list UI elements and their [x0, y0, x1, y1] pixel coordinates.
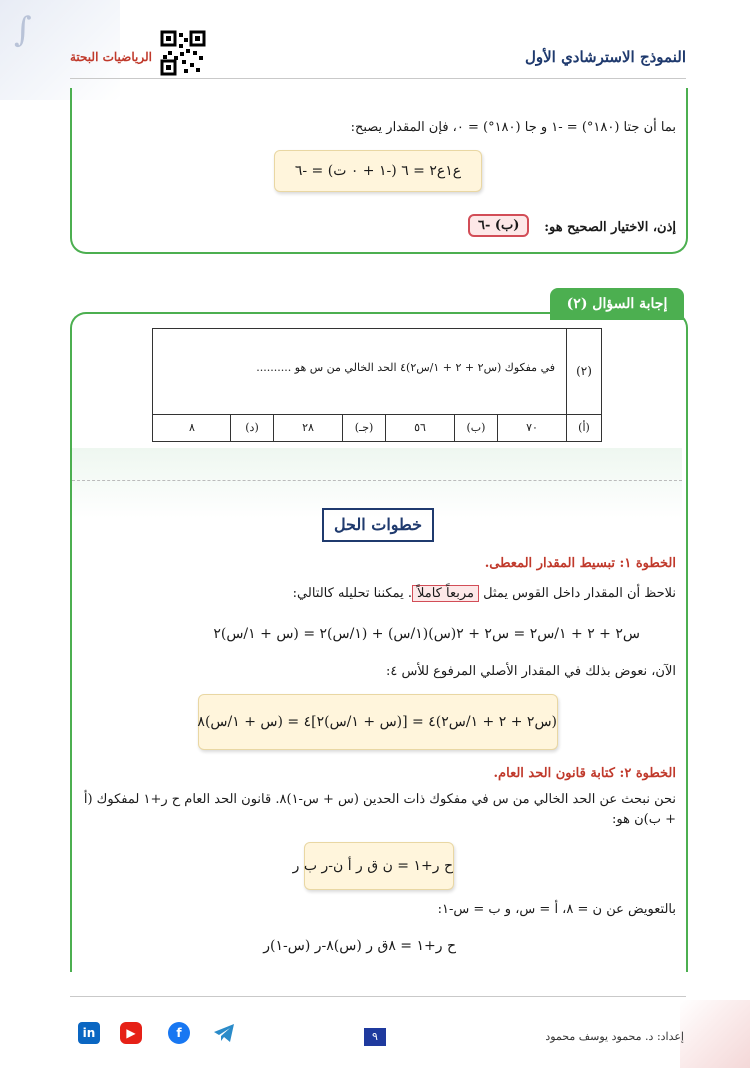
- step2-text-b: بالتعويض عن ن = ٨، أ = س، و ب = س-١:: [437, 902, 676, 917]
- page-number: ٩: [364, 1028, 386, 1046]
- author-credit: إعداد: د. محمود يوسف محمود: [545, 1030, 684, 1043]
- step2-title: الخطوة ٢: كتابة قانون الحد العام.: [493, 766, 676, 781]
- equation-4: ح ر+١ = ٨ق ر (س)٨-ر (س-١)ر: [263, 938, 456, 954]
- option-value-d[interactable]: ٨: [189, 421, 195, 434]
- option-value-c[interactable]: ٢٨: [273, 415, 342, 441]
- step1-text-a: نلاحظ أن المقدار داخل القوس يمثل: [483, 586, 676, 601]
- question-tab-label: إجابة السؤال (٢): [567, 288, 668, 320]
- facebook-icon[interactable]: f: [168, 1022, 190, 1044]
- section-divider: [72, 480, 682, 481]
- header-divider: [70, 78, 686, 79]
- equation-3: ح ر+١ = ن ق ر أ ن-ر ب ر: [304, 842, 454, 890]
- step1-text-b: . يمكننا تحليله كالتالي:: [292, 586, 412, 601]
- option-label-c: (جـ): [342, 415, 385, 441]
- integral-icon: ∫: [14, 10, 32, 50]
- option-label-b: (ب): [454, 415, 497, 441]
- page-header-title: النموذج الاسترشادي الأول: [524, 48, 686, 66]
- qr-code-icon[interactable]: [160, 30, 206, 76]
- option-value-b[interactable]: ٥٦: [385, 415, 454, 441]
- subject-label: الرياضيات البحتة: [70, 50, 152, 64]
- step1-title: الخطوة ١: تبسيط المقدار المعطى.: [484, 556, 676, 571]
- step1-text: [293, 586, 676, 601]
- footer-divider: [70, 996, 686, 997]
- telegram-icon[interactable]: [212, 1022, 236, 1044]
- question-row: [153, 329, 601, 415]
- step1-text-c: الآن، نعوض بذلك في المقدار الأصلي المرفوع للأس ٤:: [385, 664, 676, 679]
- previous-line: بما أن جتا (١٨٠°) = -١ و جا (١٨٠°) = ٠، فإن المقدار يصبح:: [350, 120, 676, 135]
- step2-text: نحن نبحث عن الحد الخالي من س في مفكوك ذات الحدين (س + س-١)٨. قانون الحد العام ح ر+١ لمفكوك (أ + ب)ن هو:: [83, 792, 676, 827]
- question-table: [152, 328, 602, 442]
- perfect-square-highlight: مربعاً كاملاً: [412, 585, 479, 602]
- previous-formula: ع١ع٢ = ٦ (-١ + ٠ ت) = -٦: [274, 150, 482, 192]
- equation-1: س٢ + ٢ + ١/س٢ = س٢ + ٢(س)(١/س) + (١/س)٢ = (س + ١/س)٢: [213, 626, 640, 642]
- youtube-icon[interactable]: ▶: [120, 1022, 142, 1044]
- linkedin-icon[interactable]: in: [78, 1022, 100, 1044]
- question-tab: [550, 288, 684, 320]
- correct-answer-badge: (ب) -٦: [468, 214, 529, 237]
- corner-decoration-bottom: [680, 1000, 750, 1068]
- conclusion-text: إذن، الاختيار الصحيح هو:: [544, 220, 676, 235]
- option-value-a[interactable]: ٧٠: [497, 415, 566, 441]
- option-label-d: (د): [230, 415, 273, 441]
- question-text: في مفكوك (س٢ + ٢ + ١/س٢)٤ الحد الخالي من س هو ..........: [256, 361, 555, 374]
- options-row: [153, 415, 601, 441]
- solution-title: خطوات الحل: [322, 508, 434, 542]
- option-label-a: (أ): [566, 415, 601, 441]
- equation-2: (س٢ + ٢ + ١/س٢)٤ = [(س + ١/س)٢]٤ = (س + ١/س)٨: [198, 694, 558, 750]
- question-number: (٢): [566, 329, 601, 414]
